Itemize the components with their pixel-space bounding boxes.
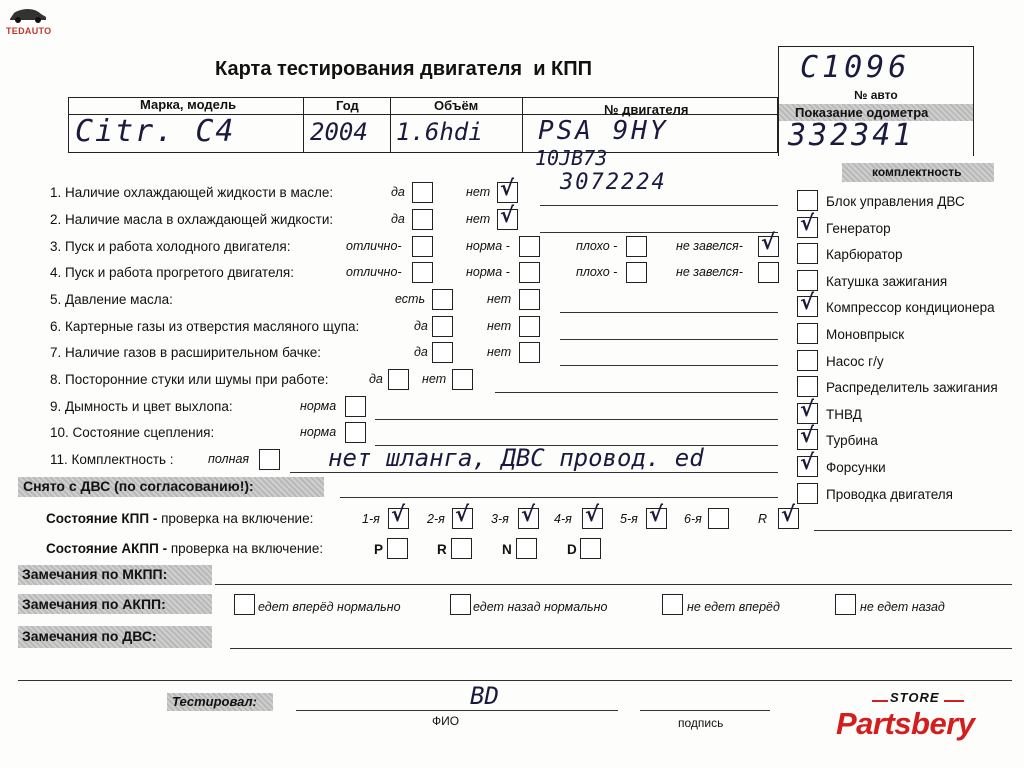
question-label: 11. Комплектность : [50, 452, 174, 467]
option-checkbox[interactable] [412, 262, 433, 283]
fio-label: ФИО [432, 714, 460, 728]
completeness-label: Моновпрыск [826, 327, 905, 342]
option-checkbox[interactable] [432, 342, 453, 363]
kpp-label-bold: Состояние КПП - [46, 511, 158, 526]
gear-label: 4-я [554, 512, 572, 526]
option-label: не завелся- [676, 265, 743, 279]
logo-brand: Partsbery [836, 706, 975, 741]
question-label: 10. Состояние сцепления: [50, 425, 215, 440]
completeness-checkbox[interactable] [797, 210, 818, 238]
option-checkbox[interactable] [519, 342, 540, 363]
option-checkbox[interactable] [519, 236, 540, 257]
option-label: норма [300, 425, 337, 439]
question-label: 8. Посторонние стуки или шумы при работе: [50, 372, 329, 387]
completeness-checkbox[interactable] [797, 396, 818, 424]
answer-line [540, 205, 778, 206]
option-label: не завелся- [676, 239, 743, 253]
col-engine: № двигателя [604, 102, 689, 117]
check-mark-icon: √ [585, 502, 600, 526]
completeness-label: Карбюратор [826, 247, 903, 263]
completeness-label: Форсунки [826, 460, 886, 475]
answer-line [560, 339, 778, 340]
check-mark-icon: √ [781, 502, 796, 526]
question-label: 9. Дымность и цвет выхлопа: [50, 399, 233, 414]
gear-checkbox[interactable] [708, 508, 729, 529]
auto-number-label: № авто [854, 88, 898, 102]
mkpp-remarks-label: Замечания по МКПП: [22, 566, 168, 582]
car-icon [8, 6, 48, 24]
check-mark-icon: √ [649, 502, 664, 526]
akpp-remark-label: не едет назад [860, 600, 945, 614]
option-checkbox[interactable] [345, 422, 366, 443]
option-label: плохо - [576, 265, 618, 279]
gear-label: 1-я [362, 512, 380, 526]
check-mark-icon: √ [800, 290, 815, 315]
question-label: 4. Пуск и работа прогретого двигателя: [50, 265, 294, 280]
check-mark-icon: √ [500, 203, 515, 227]
volume-value: 1.6hdi [396, 118, 483, 146]
page-title: Карта тестирования двигателя и КПП [215, 58, 593, 80]
mode-label: R [437, 542, 447, 557]
akpp-remark-label: едет назад нормально [473, 600, 608, 614]
question-label: 3. Пуск и работа холодного двигателя: [50, 239, 291, 254]
option-label: нет [466, 212, 491, 226]
tester-label: Тестировал: [172, 694, 257, 709]
akpp-label-bold: Состояние АКПП - [46, 541, 168, 556]
option-label: норма - [466, 239, 510, 253]
option-label: да [391, 212, 405, 226]
completeness-checkbox[interactable] [797, 323, 818, 344]
gear-label: 3-я [491, 512, 509, 526]
option-checkbox[interactable] [388, 369, 409, 390]
completeness-checkbox[interactable] [797, 350, 818, 371]
akpp-remarks-label: Замечания по АКПП: [22, 596, 166, 612]
mode-checkbox[interactable] [516, 538, 537, 559]
completeness-checkbox[interactable] [797, 450, 818, 477]
answer-line [560, 365, 778, 366]
option-checkbox[interactable] [412, 209, 433, 230]
answer-line [290, 472, 778, 473]
option-checkbox[interactable] [758, 230, 779, 257]
completeness-header-label: комплектность [872, 165, 962, 179]
watermark-logo [6, 6, 52, 40]
engine-extra-1: 10JB73 [535, 146, 608, 170]
completeness-label: Проводка двигателя [826, 486, 953, 502]
option-label: есть [395, 292, 426, 306]
col-make: Марка, модель [140, 97, 237, 112]
mode-label: N [502, 542, 512, 557]
completeness-checkbox[interactable] [797, 376, 818, 397]
answer-line [375, 419, 778, 420]
question-label: 1. Наличие охлаждающей жидкости в масле: [50, 185, 334, 200]
odometer-label: Показание одометра [795, 105, 929, 120]
completeness-checkbox[interactable] [797, 290, 818, 317]
option-label: нет [487, 319, 512, 333]
option-label: нет [422, 372, 447, 386]
akpp-remark-checkbox[interactable] [450, 594, 471, 615]
mode-label: D [567, 542, 577, 557]
completeness-note: нет шланга, ДВС провод. ed [328, 444, 704, 472]
gear-checkbox[interactable] [778, 502, 799, 529]
completeness-label: Катушка зажигания [826, 273, 948, 289]
check-mark-icon: √ [455, 502, 470, 526]
auto-number-value: C1096 [800, 50, 911, 85]
option-label: да [391, 185, 405, 199]
answer-line [560, 312, 778, 313]
check-mark-icon: √ [800, 423, 815, 448]
answer-line [540, 232, 778, 233]
option-label: да [369, 372, 383, 386]
check-mark-icon: √ [800, 450, 815, 474]
make-value: Citr. C4 [75, 114, 236, 149]
completeness-checkbox[interactable] [797, 243, 818, 264]
option-checkbox[interactable] [626, 262, 647, 283]
gear-checkbox[interactable] [518, 502, 539, 529]
akpp-remark-checkbox[interactable] [234, 594, 255, 615]
gear-label: R [758, 512, 768, 526]
kpp-label [46, 511, 313, 526]
option-checkbox[interactable] [432, 316, 453, 337]
option-checkbox[interactable] [412, 182, 433, 203]
option-label: отлично- [346, 239, 402, 253]
question-label: 2. Наличие масла в охлаждающей жидкости: [50, 212, 334, 227]
removed-label: Снято с ДВС (по согласованию!): [23, 478, 254, 494]
option-checkbox[interactable] [758, 262, 779, 283]
completeness-label: Распределитель зажигания [826, 380, 998, 396]
option-checkbox[interactable] [412, 236, 433, 257]
year-value: 2004 [310, 118, 368, 146]
option-checkbox[interactable] [519, 262, 540, 283]
option-checkbox[interactable] [345, 396, 366, 417]
col-volume: Объём [434, 98, 479, 113]
option-label: да [414, 319, 428, 333]
engine-extra-2: 3072224 [560, 170, 667, 195]
option-checkbox[interactable] [519, 316, 540, 337]
mode-label: P [374, 542, 384, 557]
option-checkbox[interactable] [626, 236, 647, 257]
option-label: норма [300, 399, 337, 413]
option-label: нет [466, 185, 491, 199]
option-label: отлично- [346, 265, 402, 279]
option-checkbox[interactable] [497, 176, 518, 203]
option-label: нет [487, 292, 512, 306]
mode-checkbox[interactable] [451, 538, 472, 559]
gear-checkbox[interactable] [646, 502, 667, 529]
option-label: норма - [466, 265, 510, 279]
gear-checkbox[interactable] [582, 502, 603, 529]
completeness-checkbox[interactable] [797, 483, 818, 504]
gear-checkbox[interactable] [388, 502, 409, 529]
check-mark-icon: √ [800, 396, 815, 421]
option-label: полная [208, 452, 250, 466]
watermark-brand: TEDAUTO [6, 26, 52, 36]
gear-label: 6-я [684, 512, 702, 526]
gear-checkbox[interactable] [452, 502, 473, 529]
mode-checkbox[interactable] [387, 538, 408, 559]
akpp-remark-label: едет вперёд нормально [258, 600, 401, 614]
akpp-remark-label: не едет вперёд [687, 600, 780, 614]
completeness-label: Насос г/у [826, 353, 884, 369]
check-mark-icon: √ [521, 502, 536, 526]
check-mark-icon: √ [761, 230, 776, 254]
question-label: 7. Наличие газов в расширительном бачке: [50, 345, 322, 360]
akpp-label-rest: проверка на включение: [167, 541, 324, 556]
engine-value: PSA 9HY [538, 116, 669, 146]
akpp-label [46, 541, 323, 556]
mode-checkbox[interactable] [580, 538, 601, 559]
check-mark-icon: √ [500, 176, 515, 200]
option-checkbox[interactable] [497, 203, 518, 230]
completeness-checkbox[interactable] [797, 270, 818, 291]
partsbery-logo [832, 690, 1007, 750]
option-checkbox[interactable] [259, 449, 280, 470]
completeness-label: Генератор [826, 220, 891, 236]
completeness-label: Турбина [826, 433, 878, 449]
option-label: плохо - [576, 239, 618, 253]
kpp-label-rest: проверка на включение: [157, 511, 314, 526]
col-year: Год [336, 98, 359, 113]
completeness-label: Блок управления ДВС [826, 194, 965, 209]
akpp-remark-checkbox[interactable] [662, 594, 683, 615]
logo-store: STORE [890, 690, 940, 705]
akpp-remark-checkbox[interactable] [835, 594, 856, 615]
gear-label: 5-я [620, 512, 638, 526]
answer-line [495, 392, 778, 393]
completeness-checkbox[interactable] [797, 190, 818, 211]
option-checkbox[interactable] [432, 289, 453, 310]
signature-label: подпись [678, 716, 724, 730]
completeness-checkbox[interactable] [797, 423, 818, 450]
completeness-label: ТНВД [826, 406, 862, 422]
option-label: да [414, 345, 428, 359]
option-checkbox[interactable] [519, 289, 540, 310]
option-label: нет [487, 345, 512, 359]
option-checkbox[interactable] [452, 369, 473, 390]
check-mark-icon: √ [391, 502, 406, 526]
gear-label: 2-я [427, 512, 445, 526]
question-label: 6. Картерные газы из отверстия масляного щупа: [50, 319, 360, 334]
question-label: 5. Давление масла: [50, 292, 173, 307]
tester-name: BD [470, 682, 499, 710]
odometer-value: 332341 [788, 118, 915, 153]
dvs-remarks-label: Замечания по ДВС: [22, 628, 157, 644]
check-mark-icon: √ [800, 210, 815, 235]
completeness-label: Компрессор кондиционера [826, 300, 995, 316]
